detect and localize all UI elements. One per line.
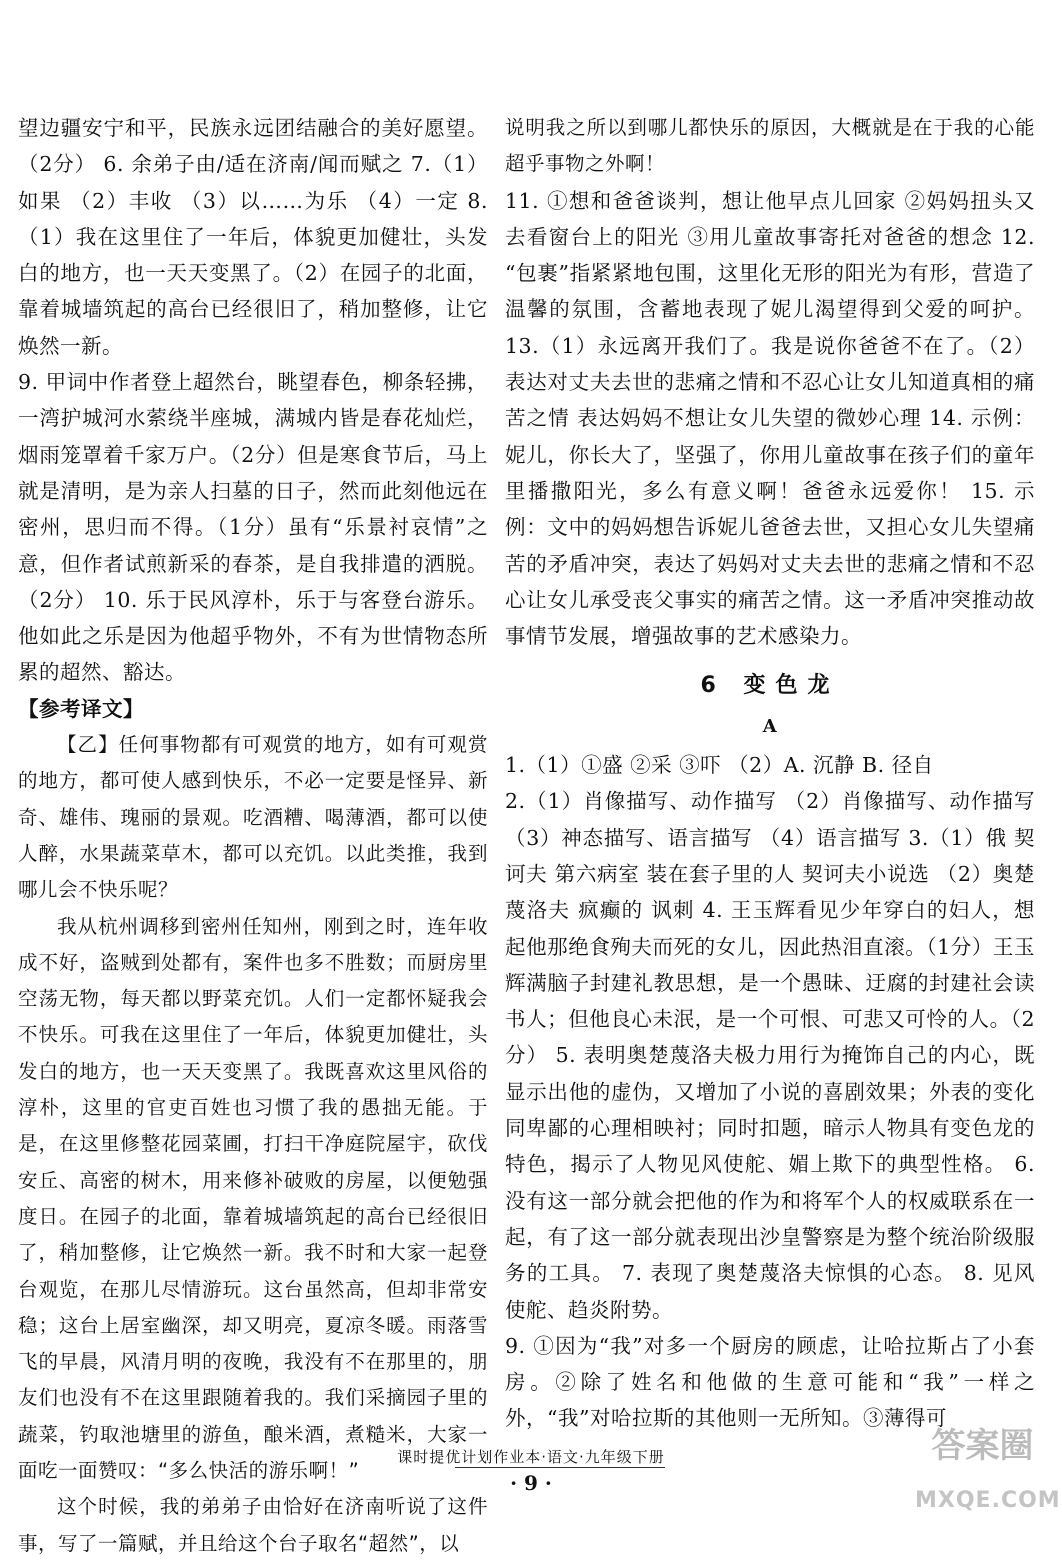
answer-paragraph: 望边疆安宁和平，民族永远团结融合的美好愿望。（2分） 6. 余弟子由/适在济南/闻而赋之 7.（1）如果 （2）丰收 （3）以……为乐 （4）一定 8.（1）我在这里住了一年后，体貌更加健壮，头发白的地方，也一天天变黑了。（2）在园子的北面，靠着城墙筑起的高台已经很旧了，稍加整修，让它焕然一新。 [18, 116, 488, 358]
answer-paragraph: 11. ①想和爸爸谈判，想让他早点儿回家 ②妈妈扭头又去看窗台上的阳光 ③用儿童故事寄托对爸爸的想念 12. “包裹”指紧紧地包围，这里化无形的阳光为有形，营造了温馨的氛围，含蓄地表现了妮儿渴望得到父爱的呵护。 13.（1）永远离开我们了。我是说你爸爸不在了。（2）表达对丈夫去世的悲痛之情和不忍心让女儿知道真相的痛苦之情 表达妈妈不想让女儿失望的微妙心理 14. 示例：妮儿，你长大了，坚强了，你用儿童故事在孩子们的童年里播撒阳光，多么有意义啊！爸爸永远爱你！ 15. 示例：文中的妈妈想告诉妮儿爸爸去世，又担心女儿失望痛苦的矛盾冲突，表达了妈妈对丈夫去世的悲痛之情和不忍心让女儿承受丧父事实的痛苦之情。这一矛盾冲突推动故事情节发展，增强故事的艺术感染力。 [505, 188, 1035, 649]
answer-paragraph: 1.（1）①盛 ②采 ③吓 （2）A. 沉静 B. 径自 [505, 753, 934, 778]
answer-paragraph: 9. 甲词中作者登上超然台，眺望春色，柳条轻拂，一湾护城河水萦绕半座城，满城内皆是春花灿烂，烟雨笼罩着千家万户。（2分）但是寒食节后，马上就是清明，是为亲人扫墓的日子，然而此刻他远在密州，思归而不得。（1分）虽有“乐景衬哀情”之意，但作者试煎新采的春茶，是自我排遣的洒脱。（2分） 10. 乐于民风淳朴，乐于与客登台游乐。他如此之乐是因为他超乎物外，不有为世情物态所累的超然、豁达。 [18, 370, 488, 685]
watermark-url: MXQE.COM [915, 1488, 1061, 1513]
left-column [18, 110, 488, 1562]
footer-divider [455, 1467, 665, 1468]
translation-paragraph: 我从杭州调移到密州任知州，刚到之时，连年收成不好，盗贼到处都有，案件也多不胜数；而厨房里空荡无物，每天都以野菜充饥。人们一定都怀疑我会不快乐。可我在这里住了一年后，体貌更加健壮，头发白的地方，也一天天变黑了。我既喜欢这里风俗的淳朴，这里的官吏百姓也习惯了我的愚拙无能。于是，在这里修整花园菜圃，打扫干净庭院屋宇，砍伐安丘、高密的树木，用来修补破败的房屋，以便勉强度日。在园子的北面，靠着城墙筑起的高台已经很旧了，稍加整修，让它焕然一新。我不时和大家一起登台观览，在那儿尽情游玩。这台虽然高，但却非常安稳；这台上居室幽深，却又明亮，夏凉冬暖。雨落雪飞的早晨，风清月明的夜晚，我没有不在那里的，朋友们也没有不在这里跟随着我的。我们采摘园子里的蔬菜，钓取池塘里的游鱼，酿米酒，煮糙米，大家一面吃一面赞叹：“多么快活的游乐啊！” [18, 914, 488, 1482]
lesson-title: 6 变色龙 [700, 673, 840, 699]
translation-paragraph: 【乙】任何事物都有可观赏的地方，如有可观赏的地方，都可使人感到快乐，不必一定要是怪异、新奇、雄伟、瑰丽的景观。吃酒糟、喝薄酒，都可以使人醉，水果蔬菜草木，都可以充饥。以此类推，我到哪儿会不快乐呢？ [18, 733, 488, 902]
page-number: · 9 · [510, 1471, 552, 1495]
reference-translation-heading: 【参考译文】 [18, 696, 144, 721]
watermark-logo [915, 1410, 1061, 1530]
translation-paragraph: 这个时候，我的弟弟子由恰好在济南听说了这件事，写了一篇赋，并且给这个台子取名“超然”，以 [18, 1495, 488, 1555]
footer-book-title: 课时提优计划作业本·语文·九年级下册 [397, 1448, 665, 1466]
section-label: A [762, 715, 778, 737]
translation-paragraph: 说明我之所以到哪儿都快乐的原因，大概就是在于我的心能超乎事物之外啊！ [505, 116, 1035, 176]
watermark-text: 答案圈 [931, 1426, 1034, 1466]
answer-paragraph: 2.（1）肖像描写、动作描写 （2）肖像描写、动作描写 （3）神态描写、语言描写 （4）语言描写 3.（1）俄 契诃夫 第六病室 装在套子里的人 契诃夫小说选 （2）奥楚蔑洛夫 疯癫的 讽刺 4. 王玉辉看见少年穿白的妇人，想起他那绝食殉夫而死的女儿，因此热泪直滚。（1分）王玉辉满脑子封建礼教思想，是一个愚昧、迂腐的封建社会读书人；但他良心未泯，是一个可恨、可悲又可怜的人。（2分） 5. 表明奥楚蔑洛夫极力用行为掩饰自己的内心，既显示出他的虚伪，又增加了小说的喜剧效果；外表的变化同卑鄙的心理相映衬；同时扣题，暗示人物具有变色龙的特色，揭示了人物见风使舵、媚上欺下的典型性格。 6. 没有这一部分就会把他的作为和将军个人的权威联系在一起，有了这一部分就表现出沙皇警察是为整个统治阶级服务的工具。 7. 表现了奥楚蔑洛夫惊惧的心态。 8. 见风使舵、趋炎附势。 [505, 789, 1035, 1322]
right-column [505, 110, 1035, 1437]
answer-paragraph: 9. ①因为“我”对多一个厨房的顾虑，让哈拉斯占了小套房。②除了姓名和他做的生意可能和“我”一样之外，“我”对哈拉斯的其他则一无所知。③薄得可 [505, 1333, 1035, 1431]
